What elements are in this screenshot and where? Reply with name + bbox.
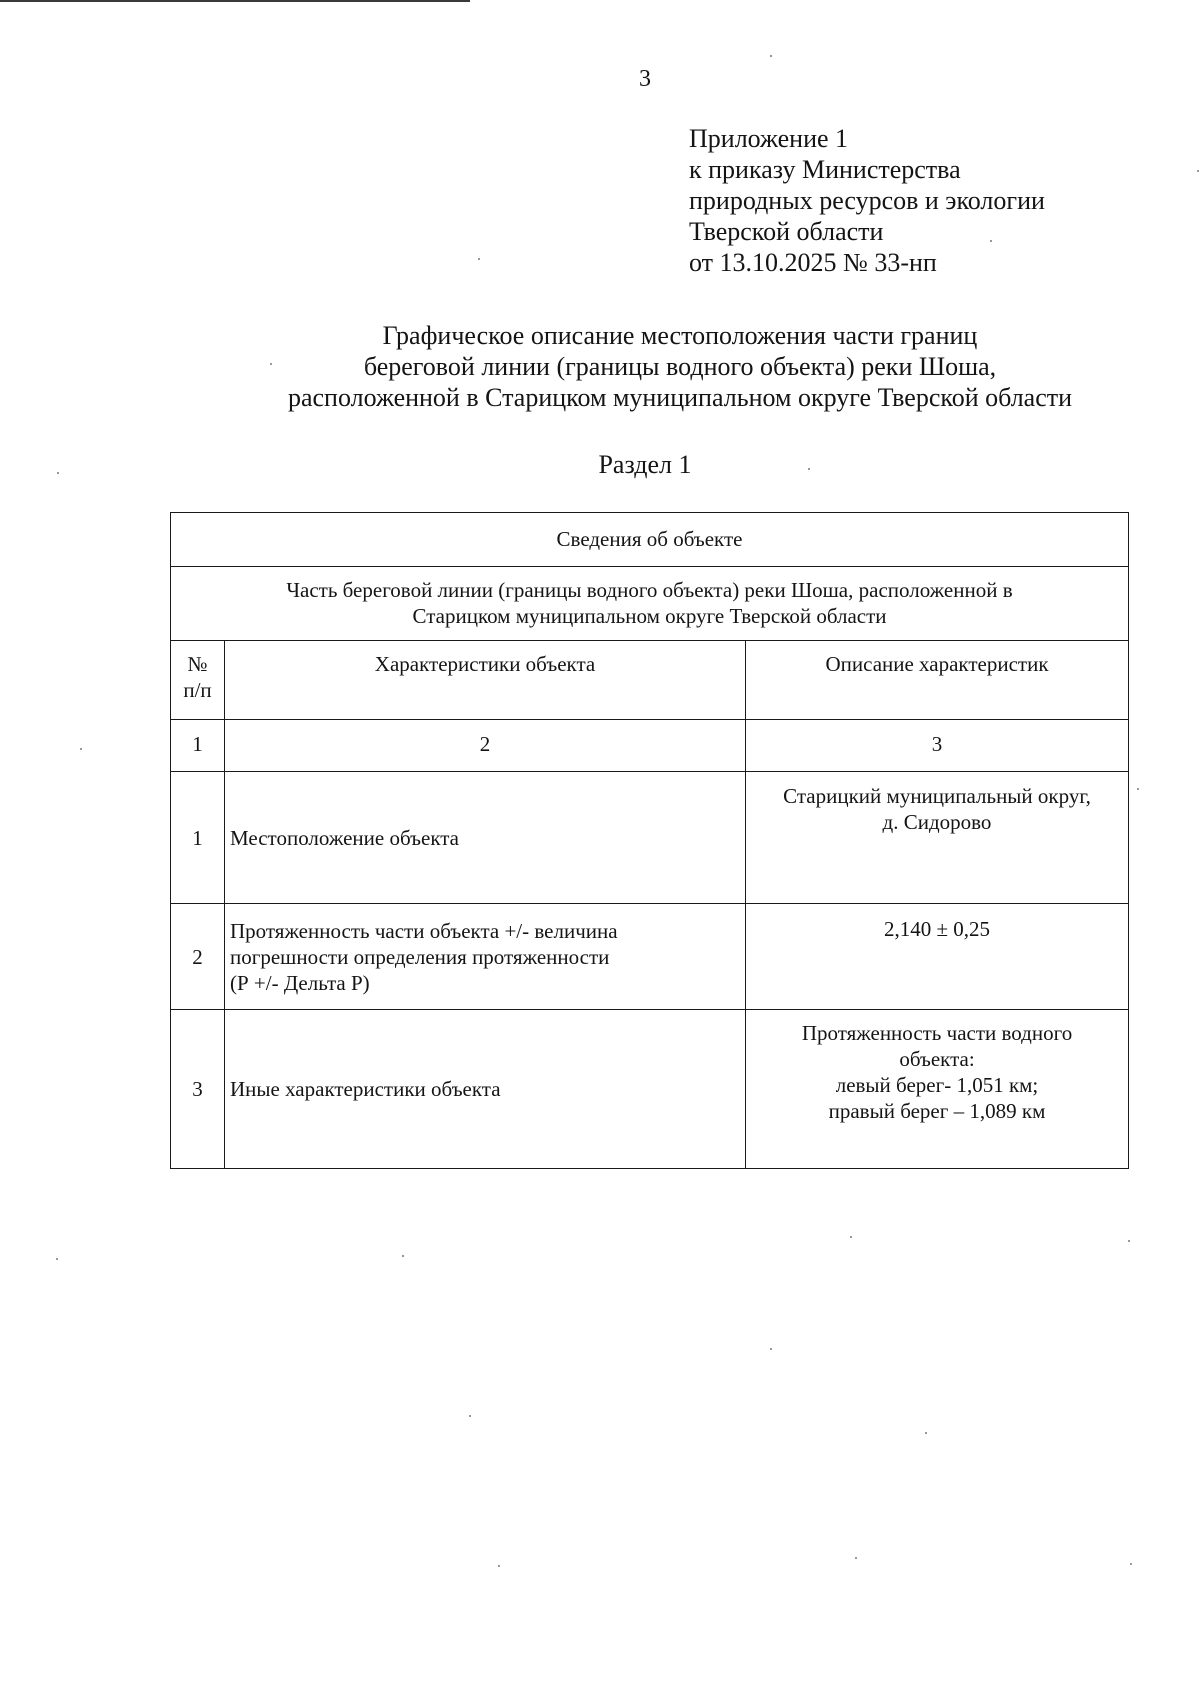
- header-num-line: №: [187, 652, 208, 676]
- scan-speck: [1197, 170, 1199, 172]
- scan-speck: [808, 468, 810, 470]
- scan-speck: [925, 1432, 927, 1434]
- table-row: [171, 904, 1129, 1010]
- description-line: Протяженность части водного: [801, 1021, 1073, 1045]
- scan-speck: [56, 1258, 58, 1260]
- row-characteristic: [225, 904, 746, 1010]
- table-subcaption-row: [171, 567, 1129, 641]
- row-description: [746, 904, 1129, 1010]
- scan-edge-line: [0, 0, 470, 2]
- appendix-line: от 13.10.2025 № 33-нп: [689, 248, 937, 277]
- description-line: правый берег – 1,089 км: [828, 1099, 1046, 1123]
- characteristic-line: Иные характеристики объекта: [230, 1077, 501, 1101]
- table-subcaption: [171, 567, 1129, 641]
- table-caption-row: [171, 513, 1129, 567]
- characteristic-line: (Р +/- Дельта Р): [230, 970, 370, 995]
- description-line: Старицкий муниципальный округ,: [783, 784, 1091, 808]
- characteristic-line: погрешности определения протяженности: [230, 944, 610, 969]
- subcaption-line: Старицком муниципальном округе Тверской области: [412, 604, 887, 628]
- description-line: 2,140 ± 0,25: [883, 917, 991, 941]
- row-description: [746, 1010, 1129, 1169]
- header-characteristics: Характеристики объекта: [225, 641, 746, 720]
- appendix-line: к приказу Министерства: [689, 155, 961, 184]
- header-num: [171, 641, 225, 720]
- column-number: 3: [746, 720, 1129, 772]
- scan-speck: [850, 1236, 852, 1238]
- scan-speck: [770, 55, 772, 57]
- page-number: 3: [639, 66, 651, 92]
- object-info-table: [170, 512, 1129, 1169]
- row-description: [746, 772, 1129, 904]
- row-characteristic: [225, 772, 746, 904]
- scan-speck: [990, 240, 992, 242]
- scan-speck: [498, 1565, 500, 1567]
- scan-speck: [1137, 788, 1139, 790]
- description-line: д. Сидорово: [882, 810, 992, 834]
- scan-speck: [402, 1255, 404, 1257]
- row-number: 1: [171, 772, 225, 904]
- description-line: левый берег- 1,051 км;: [835, 1073, 1039, 1097]
- row-number: 3: [171, 1010, 225, 1169]
- characteristic-line: Местоположение объекта: [230, 825, 460, 850]
- characteristic-line: Протяженность части объекта +/- величина: [230, 918, 618, 943]
- appendix-line: Тверской области: [689, 217, 884, 246]
- scan-speck: [57, 472, 59, 474]
- description-line: объекта:: [899, 1047, 975, 1071]
- column-number-row: [171, 720, 1129, 772]
- table-header-row: [171, 641, 1129, 720]
- title-line: Графическое описание местоположения части границ: [382, 321, 978, 350]
- header-description: Описание характеристик: [746, 641, 1129, 720]
- title-line: береговой линии (границы водного объекта) реки Шоша,: [363, 352, 997, 381]
- table-caption: Сведения об объекте: [171, 513, 1129, 567]
- section-label: Раздел 1: [598, 450, 692, 479]
- scan-speck: [770, 1348, 772, 1350]
- appendix-line: природных ресурсов и экологии: [689, 186, 1045, 215]
- appendix-line: Приложение 1: [689, 124, 849, 153]
- row-number: 2: [171, 904, 225, 1010]
- subcaption-line: Часть береговой линии (границы водного объекта) реки Шоша, расположенной в: [286, 578, 1013, 602]
- document-title: [180, 320, 1180, 413]
- column-number: 2: [225, 720, 746, 772]
- scan-speck: [80, 748, 82, 750]
- scan-speck: [270, 363, 272, 365]
- table-row: [171, 1010, 1129, 1169]
- appendix-block: [689, 123, 1045, 278]
- scan-speck: [1128, 1240, 1130, 1242]
- title-line: расположенной в Старицком муниципальном округе Тверской области: [287, 383, 1073, 412]
- scan-speck: [855, 1557, 857, 1559]
- scan-speck: [469, 1415, 471, 1417]
- header-num-line: п/п: [183, 678, 212, 702]
- scan-speck: [1130, 1563, 1132, 1565]
- table-row: [171, 772, 1129, 904]
- column-number: 1: [171, 720, 225, 772]
- scan-speck: [478, 258, 480, 260]
- row-characteristic: [225, 1010, 746, 1169]
